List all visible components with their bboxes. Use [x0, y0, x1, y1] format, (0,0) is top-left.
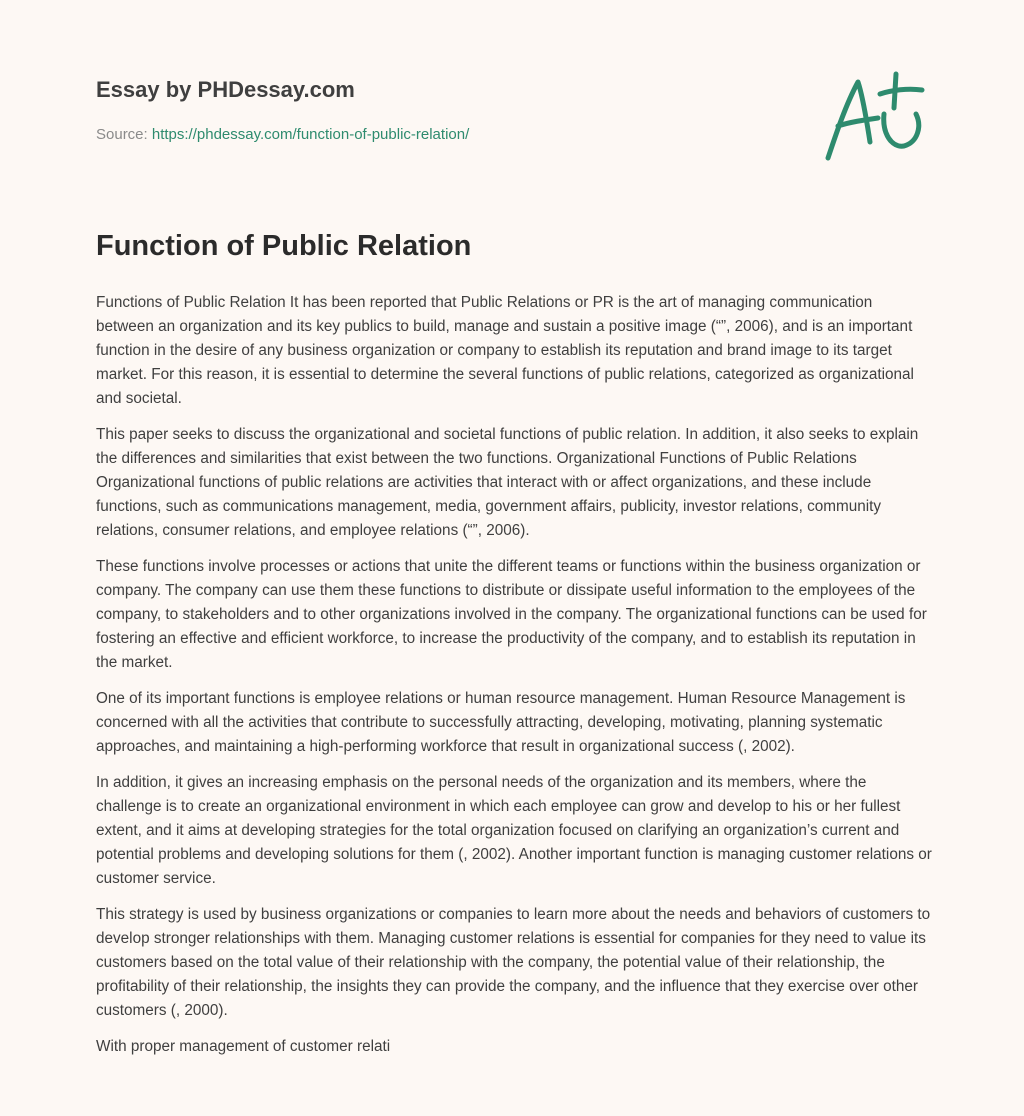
- article: [96, 228, 932, 1071]
- article-paragraph: These functions involve processes or actions that unite the different teams or functions within the business organization or company. The company can use them these functions to distribute or dissipate useful information to the employees of the company, to stakeholders and to other organizations involved in the company. The organizational functions can be used for fostering an effective and efficient workforce, to increase the productivity of the company, and to establish its reputation in the market.: [96, 558, 927, 671]
- article-paragraph: In addition, it gives an increasing emphasis on the personal needs of the organization and its members, where the challenge is to create an organizational environment in which each employee can grow and develop to his or her fullest extent, and it aims at developing strategies for the total organization focused on clarifying an organization’s current and potential problems and developing solutions for them (, 2002). Another important function is managing customer relations or customer service.: [96, 774, 932, 887]
- source-label: Source:: [96, 126, 152, 143]
- article-paragraph: This strategy is used by business organizations or companies to learn more about the needs and behaviors of customers to develop stronger relationships with them. Managing customer relations is essential for companies for they need to value its customers based on the total value of their relationship with the company, the potential value of their relationship, the profitability of their relationship, the insights they can provide the company, and the influence that they exercise over other customers (, 2000).: [96, 906, 931, 1019]
- article-paragraph: This paper seeks to discuss the organizational and societal functions of public relation. In addition, it also seeks to explain the differences and similarities that exist between the two functions. Organizational Functions of Public Relations Organizational functions of public relations are activities that interact with or affect organizations, and these include functions, such as communications management, media, government affairs, publicity, investor relations, community relations, consumer relations, and employee relations (“”, 2006).: [96, 426, 919, 539]
- source-link[interactable]: https://phdessay.com/function-of-public-relation/: [151, 126, 470, 143]
- article-paragraph: Functions of Public Relation It has been reported that Public Relations or PR is the art of managing communication between an organization and its key publics to build, manage and sustain a positive image (“”, 2006), and is an important function in the desire of any business organization or company to establish its reputation and brand image to its target market. For this reason, it is essential to determine the several functions of public relations, categorized as organizational and societal.: [96, 294, 914, 407]
- article-paragraph: One of its important functions is employee relations or human resource management. Human Resource Management is concerned with all the activities that contribute to successfully attracting, developing, motivating, planning systematic approaches, and maintaining a high-performing workforce that result in organizational success (, 2002).: [96, 690, 906, 755]
- article-paragraph: With proper management of customer relati: [96, 1038, 391, 1055]
- a-plus-logo-icon: [822, 68, 928, 164]
- site-brand: Essay by PHDessay.com: [96, 77, 355, 102]
- page-header: [96, 76, 736, 145]
- article-title: Function of Public Relation: [96, 230, 472, 262]
- source-line: [96, 125, 736, 145]
